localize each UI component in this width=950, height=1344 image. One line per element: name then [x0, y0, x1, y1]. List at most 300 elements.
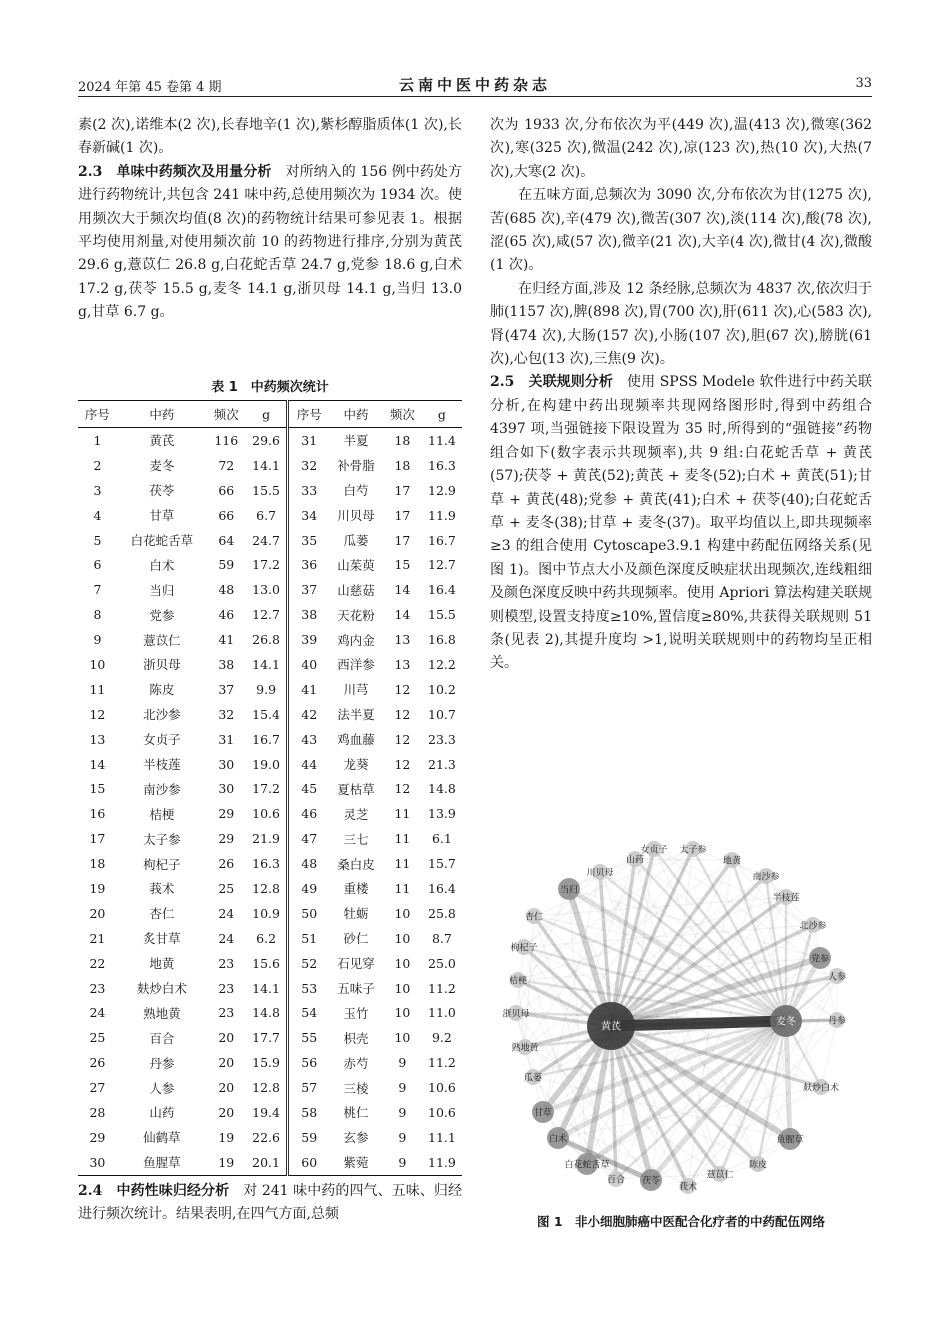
- table-cell: 12.7: [428, 557, 456, 573]
- table-cell: 27: [89, 1080, 106, 1096]
- table-row: [78, 503, 462, 528]
- table-cell: 31: [288, 428, 329, 453]
- table-cell: 10: [394, 905, 411, 921]
- node-label: 地黄: [722, 856, 742, 867]
- left-column: [78, 114, 462, 325]
- table-cell: 2: [93, 457, 102, 473]
- table-cell: 14.8: [428, 781, 456, 797]
- table-cell: 46: [218, 607, 235, 623]
- table-cell: 21: [89, 930, 106, 946]
- table-cell: 11.0: [428, 1005, 456, 1021]
- table-cell: 29.6: [252, 432, 280, 448]
- table-cell: 29: [218, 831, 235, 847]
- table-cell: 14: [394, 607, 411, 623]
- table-cell: 党参: [149, 607, 175, 623]
- table-row: [78, 428, 462, 453]
- table-cell: 14.8: [252, 1005, 280, 1021]
- table-cell: 女贞子: [143, 732, 181, 748]
- table-cell: 11: [394, 856, 411, 872]
- table-cell: 38: [218, 656, 235, 672]
- table-cell: 15.5: [252, 482, 280, 498]
- page-header: [78, 74, 872, 97]
- table-cell: 14: [394, 582, 411, 598]
- table-cell: 川芎: [343, 682, 369, 698]
- table-cell: 14.1: [252, 457, 280, 473]
- table-cell: 山茱萸: [337, 557, 375, 573]
- table-cell: 9.2: [431, 1030, 452, 1046]
- table-cell: 17: [394, 482, 411, 498]
- table-cell: 24: [218, 905, 235, 921]
- table-cell: 薏苡仁: [143, 632, 181, 648]
- table-cell: 13.0: [252, 582, 280, 598]
- table-cell: 21.3: [428, 756, 456, 772]
- node-label: 半枝莲: [772, 893, 800, 904]
- paragraph-continued: 素(2 次),诺维本(2 次),长春地辛(1 次),紫杉醇脂质体(1 次),长春新碱(1 次)。: [78, 117, 462, 157]
- table-cell: 9.9: [256, 681, 277, 697]
- table-row: [78, 926, 462, 951]
- table-cell: 川贝母: [337, 508, 375, 524]
- table-cell: 25.8: [428, 905, 456, 921]
- table-cell: 15.5: [428, 607, 456, 623]
- table-cell: 黄芪: [149, 433, 175, 449]
- table-cell: 15: [89, 781, 106, 797]
- table-cell: 26: [89, 1055, 106, 1071]
- table-cell: 10: [394, 955, 411, 971]
- table-cell: 16.3: [252, 856, 280, 872]
- node-label: 鱼腥草: [776, 1135, 804, 1146]
- table-cell: 1: [93, 432, 102, 448]
- table-cell: 枳壳: [343, 1030, 369, 1046]
- table-cell: 17.2: [252, 557, 280, 573]
- table-cell: 17.2: [252, 781, 280, 797]
- table-cell: 20: [218, 1104, 235, 1120]
- table-cell: 8: [93, 607, 102, 623]
- table-cell: 36: [288, 552, 329, 577]
- paragraph-four-qi: 次为 1933 次,分布依次为平(449 次),温(413 次),微寒(362 次),寒(325 次),微温(242 次),凉(123 次),热(10 次),大热(7 次),大寒(2 次)。: [490, 117, 872, 180]
- table-cell: 18: [394, 432, 411, 448]
- table-cell: 陈皮: [149, 682, 175, 698]
- table-cell: 23.3: [428, 731, 456, 747]
- table-cell: 6: [93, 557, 102, 573]
- node-label: 桔梗: [508, 976, 528, 987]
- table-cell: 半枝莲: [143, 757, 181, 773]
- node-label: 陈皮: [748, 1160, 768, 1171]
- table-cell: 23: [218, 1005, 235, 1021]
- table-cell: 52: [288, 951, 329, 976]
- table-cell: 10: [394, 930, 411, 946]
- table-cell: 20: [218, 1030, 235, 1046]
- herb-network-figure: [490, 834, 872, 1204]
- table-cell: 15: [394, 557, 411, 573]
- table-cell: 13: [394, 632, 411, 648]
- table-row: [78, 1150, 462, 1175]
- table-row: [78, 901, 462, 926]
- table-cell: 茯苓: [149, 483, 175, 499]
- table-cell: 莪术: [149, 881, 175, 897]
- table-cell: 丹参: [149, 1055, 175, 1071]
- section-title: 2.5 关联规则分析: [490, 374, 613, 391]
- node-label: 浙贝母: [502, 1009, 530, 1020]
- table-cell: 54: [288, 1000, 329, 1025]
- table-cell: 30: [218, 781, 235, 797]
- table-cell: 19: [89, 880, 106, 896]
- table-row: [78, 801, 462, 826]
- table-cell: 60: [288, 1150, 329, 1175]
- table-cell: 29: [89, 1129, 106, 1145]
- network-edge-strong: [611, 1021, 786, 1026]
- table-cell: 20: [218, 1080, 235, 1096]
- table-cell: 9: [383, 1150, 422, 1175]
- table-row: [78, 851, 462, 876]
- table-cell: 12.8: [252, 880, 280, 896]
- table-cell: 17.7: [252, 1030, 280, 1046]
- table-cell: 9: [398, 1055, 407, 1071]
- table-cell: 桃仁: [343, 1105, 369, 1121]
- table-header-cell: g: [422, 401, 462, 428]
- table-cell: 55: [288, 1025, 329, 1050]
- table-cell: 牡蛎: [343, 906, 369, 922]
- table-cell: 西洋参: [337, 657, 375, 673]
- table-cell: 30: [78, 1150, 117, 1175]
- table-cell: 当归: [149, 582, 175, 598]
- table-cell: 51: [288, 926, 329, 951]
- table-row: [78, 826, 462, 851]
- table-cell: 白芍: [343, 483, 369, 499]
- node-label: 薏苡仁: [706, 1170, 734, 1181]
- table-cell: 9: [398, 1104, 407, 1120]
- table-cell: 百合: [149, 1030, 175, 1046]
- table-cell: 17: [89, 831, 106, 847]
- table-cell: 57: [288, 1075, 329, 1100]
- node-label: 丹参: [827, 1016, 847, 1027]
- table-cell: 24: [89, 1005, 106, 1021]
- table-cell: 玉竹: [343, 1005, 369, 1021]
- table-cell: 45: [288, 776, 329, 801]
- table-row: [78, 453, 462, 478]
- table-cell: 14.1: [252, 656, 280, 672]
- table-cell: 12.8: [252, 1080, 280, 1096]
- section-2-5: [490, 371, 872, 675]
- table-header-cell: 序号: [288, 401, 329, 428]
- table-cell: 杏仁: [149, 906, 175, 922]
- table-cell: 23: [89, 980, 106, 996]
- node-label: 白花蛇舌草: [564, 1160, 610, 1171]
- network-edge: [635, 859, 732, 860]
- table-cell: 24: [218, 930, 235, 946]
- table-cell: 13: [394, 656, 411, 672]
- section-2-4: [78, 1180, 462, 1227]
- table-cell: 42: [288, 702, 329, 727]
- table-cell: 10.2: [428, 681, 456, 697]
- table-cell: 12.2: [428, 656, 456, 672]
- table-cell: 32: [218, 706, 235, 722]
- table-row: [78, 1100, 462, 1125]
- table-cell: 10.6: [428, 1080, 456, 1096]
- table-cell: 枸杞子: [143, 856, 181, 872]
- table-cell: 37: [218, 681, 235, 697]
- table-cell: 26: [218, 856, 235, 872]
- herb-frequency-table: [78, 400, 462, 1176]
- table-cell: 20.1: [246, 1150, 288, 1175]
- table-cell: 天花粉: [337, 607, 375, 623]
- table-cell: 22.6: [252, 1129, 280, 1145]
- figure-caption: 图 1 非小细胞肺癌中医配合化疗者的中药配伍网络: [536, 1214, 826, 1229]
- table-cell: 五味子: [337, 981, 375, 997]
- section-body: 对所纳入的 156 例中药处方进行药物统计,共包含 241 味中药,总使用频次为 1934 次。使用频次大于频次均值(8 次)的药物统计结果可参见表 1。根据平均使用剂量,对使用频次前 10 的药物进行排序,分别为黄芪 29.6 g,薏苡仁 26.8 g,白花蛇舌草 24.7 g,党参 18.6 g,白术 17.2 g,茯苓 15.5 g,麦冬 14.1 g,浙贝母 14.1 g,当归 13.0 g,甘草 6.7 g。: [78, 163, 462, 321]
- node-label: 莪术: [678, 1182, 698, 1193]
- table-row: [78, 552, 462, 577]
- table-header-cell: 中药: [117, 401, 207, 428]
- table-cell: 三棱: [343, 1080, 369, 1096]
- table-row: [78, 602, 462, 627]
- table-cell: 12: [394, 706, 411, 722]
- table-cell: 23: [218, 955, 235, 971]
- table-cell: 8.7: [431, 930, 452, 946]
- table-row: [78, 727, 462, 752]
- table-cell: 灵芝: [343, 806, 369, 822]
- table-cell: 12.7: [252, 607, 280, 623]
- table-cell: 43: [288, 727, 329, 752]
- table-cell: 熟地黄: [143, 1005, 181, 1021]
- node-label: 枸杞子: [510, 943, 538, 954]
- table-cell: 4: [93, 507, 102, 523]
- table-cell: 山慈菇: [337, 582, 375, 598]
- table-cell: 砂仁: [343, 931, 369, 947]
- table-cell: 11: [394, 831, 411, 847]
- table-cell: 37: [288, 577, 329, 602]
- table-cell: 13.9: [428, 806, 456, 822]
- node-label: 川贝母: [586, 868, 614, 879]
- table-cell: 12: [89, 706, 106, 722]
- table-cell: 48: [288, 851, 329, 876]
- node-label: 党参: [810, 954, 830, 965]
- table-cell: 7: [93, 582, 102, 598]
- table-cell: 56: [288, 1050, 329, 1075]
- table-cell: 10.6: [252, 806, 280, 822]
- section-title: 2.4 中药性味归经分析: [78, 1183, 230, 1199]
- table-cell: 鸡血藤: [337, 732, 375, 748]
- table-row: [78, 702, 462, 727]
- table-row: [78, 1025, 462, 1050]
- table-cell: 9: [398, 1129, 407, 1145]
- node-label: 当归: [559, 885, 579, 896]
- table-cell: 仙鹤草: [143, 1130, 181, 1146]
- table-cell: 15.6: [252, 955, 280, 971]
- table-cell: 53: [288, 976, 329, 1001]
- table-cell: 6.7: [256, 507, 277, 523]
- table-cell: 41: [288, 677, 329, 702]
- table-body: [78, 428, 462, 1176]
- node-label: 麦冬: [776, 1016, 796, 1028]
- table-cell: 66: [218, 507, 235, 523]
- node-label: 甘草: [533, 1108, 553, 1119]
- table-cell: 12: [394, 756, 411, 772]
- table-cell: 31: [218, 731, 235, 747]
- table-row: [78, 478, 462, 503]
- table-row: [78, 627, 462, 652]
- node-label: 瓜蒌: [523, 1073, 543, 1084]
- table-cell: 46: [288, 801, 329, 826]
- table-cell: 26.8: [252, 632, 280, 648]
- table-row: [78, 976, 462, 1001]
- table-header-cell: 中药: [329, 401, 383, 428]
- table-header-cell: 频次: [383, 401, 422, 428]
- table-cell: 22: [89, 955, 106, 971]
- table-cell: 紫菀: [329, 1150, 383, 1175]
- table-cell: 半夏: [343, 433, 369, 449]
- paragraph-five-flavors: 在五味方面,总频次为 3090 次,分布依次为甘(1275 次),苦(685 次),辛(479 次),微苦(307 次),淡(114 次),酸(78 次),涩(65 次),咸(57 次),微辛(21 次),大辛(4 次),微甘(4 次),微酸(1 次)。: [490, 187, 872, 274]
- table-cell: 19.0: [252, 756, 280, 772]
- table-cell: 重楼: [343, 881, 369, 897]
- table-cell: 16.4: [428, 582, 456, 598]
- node-label: 太子参: [679, 845, 707, 856]
- table-cell: 38: [288, 602, 329, 627]
- table-cell: 11: [394, 880, 411, 896]
- table-cell: 116: [214, 432, 239, 448]
- table-cell: 法半夏: [337, 707, 375, 723]
- table-cell: 16.7: [252, 731, 280, 747]
- table-header-cell: 频次: [207, 401, 246, 428]
- table-cell: 13: [89, 731, 106, 747]
- table-cell: 33: [288, 478, 329, 503]
- table-cell: 11: [89, 681, 106, 697]
- left-column-bottom: [78, 1180, 462, 1227]
- table-cell: 11.4: [428, 432, 456, 448]
- table-cell: 30: [218, 756, 235, 772]
- table-cell: 11.2: [428, 980, 456, 996]
- table-row: [78, 652, 462, 677]
- table-cell: 58: [288, 1100, 329, 1125]
- table-cell: 23: [218, 980, 235, 996]
- table-cell: 12: [394, 781, 411, 797]
- table-row: [78, 776, 462, 801]
- table-row: [78, 951, 462, 976]
- table-header-row: [78, 401, 462, 428]
- table-cell: 龙葵: [343, 757, 369, 773]
- table-row: [78, 752, 462, 777]
- table-row: [78, 1050, 462, 1075]
- table-cell: 64: [218, 532, 235, 548]
- table-cell: 赤芍: [343, 1055, 369, 1071]
- section-2-3: [78, 161, 462, 325]
- right-column: [490, 114, 872, 676]
- table-cell: 18: [89, 856, 106, 872]
- table-row: [78, 1000, 462, 1025]
- table-cell: 32: [288, 453, 329, 478]
- table-cell: 10: [89, 656, 106, 672]
- table-cell: 白花蛇舌草: [130, 533, 194, 548]
- node-label: 山药: [625, 855, 645, 866]
- page-number: 33: [855, 76, 872, 91]
- table-cell: 桔梗: [149, 806, 175, 822]
- table-cell: 玄参: [343, 1130, 369, 1146]
- table-cell: 11.2: [428, 1055, 456, 1071]
- node-label: 茯苓: [641, 1176, 661, 1187]
- table-cell: 14.1: [252, 980, 280, 996]
- table-cell: 28: [89, 1104, 106, 1120]
- table-row: [78, 577, 462, 602]
- table-cell: 3: [93, 482, 102, 498]
- table-cell: 白术: [149, 557, 175, 573]
- table-cell: 40: [288, 652, 329, 677]
- table-cell: 11: [394, 806, 411, 822]
- table-cell: 15.9: [252, 1055, 280, 1071]
- table-cell: 桑白皮: [337, 856, 375, 872]
- table-cell: 鱼腥草: [117, 1150, 207, 1175]
- table-cell: 21.9: [252, 831, 280, 847]
- table-caption: 表 1 中药频次统计: [211, 380, 329, 395]
- table-cell: 16.7: [428, 532, 456, 548]
- table-cell: 35: [288, 528, 329, 553]
- section-body: 使用 SPSS Modele 软件进行中药关联分析,在构建中药出现频率共现网络图形时,得到中药组合 4397 项,当强链接下限设置为 35 时,所得到的“强链接”药物组合如下(数字表示共现频率),共 9 组:白花蛇舌草 + 黄芪(57);茯苓 + 黄芪(52);黄芪 + 麦冬(52);白术 + 黄芪(51);甘草 + 黄芪(48);党参 + 黄芪(41);白术 + 茯苓(40);白花蛇舌草 + 麦冬(38);甘草 + 麦冬(37)。取平均值以上,即共现频率≥3 的组合使用 Cytoscape3.9.1 构建中药配伍网络关系(见图 1)。图中节点大小及颜色深度反映症状出现频次,连线粗细及颜色深度反映中药共现频率。使用 Apriori 算法构建关联规则模型,设置支持度≥10%,置信度≥80%,共获得关联规则 51 条(见表 2),其提升度均 >1,说明关联规则中的药物均呈正相关。: [490, 374, 872, 672]
- table-cell: 50: [288, 901, 329, 926]
- table-cell: 11.9: [422, 1150, 462, 1175]
- table-cell: 11.9: [428, 507, 456, 523]
- table-cell: 34: [288, 503, 329, 528]
- table-cell: 19: [207, 1150, 246, 1175]
- table-cell: 10.7: [428, 706, 456, 722]
- table-cell: 12: [394, 731, 411, 747]
- table-cell: 夏枯草: [337, 781, 375, 797]
- journal-issue: 2024 年第 45 卷第 4 期: [78, 80, 222, 95]
- table-cell: 25: [218, 880, 235, 896]
- table-cell: 10: [394, 1005, 411, 1021]
- table-cell: 16: [89, 806, 106, 822]
- table-row: [78, 1075, 462, 1100]
- node-label: 麸炒白术: [802, 1083, 840, 1094]
- table-cell: 39: [288, 627, 329, 652]
- node-label: 北沙参: [799, 921, 827, 932]
- section-title: 2.3 单味中药频次及用量分析: [78, 163, 272, 180]
- table-cell: 20: [89, 905, 106, 921]
- table-cell: 三七: [343, 831, 369, 847]
- node-label: 杏仁: [524, 912, 544, 923]
- table-cell: 41: [218, 632, 235, 648]
- table-cell: 19: [218, 1129, 235, 1145]
- table-cell: 17: [394, 507, 411, 523]
- table-cell: 鸡内金: [337, 632, 375, 648]
- paragraph-meridians: 在归经方面,涉及 12 条经脉,总频次为 4837 次,依次归于肺(1157 次),脾(898 次),胃(700 次),肝(611 次),心(583 次),肾(474 次),大肠(157 次),小肠(107 次),胆(67 次),膀胱(61 次),心包(13 次),三焦(9 次)。: [490, 280, 872, 368]
- table-cell: 25: [89, 1030, 106, 1046]
- table-cell: 24.7: [252, 532, 280, 548]
- table-cell: 炙甘草: [143, 931, 181, 947]
- table-cell: 麦冬: [149, 458, 175, 474]
- table-cell: 47: [288, 826, 329, 851]
- table-cell: 18: [394, 457, 411, 473]
- table-cell: 10: [394, 1030, 411, 1046]
- table-cell: 10.9: [252, 905, 280, 921]
- table-cell: 19.4: [252, 1104, 280, 1120]
- table-cell: 石见穿: [337, 956, 375, 972]
- table-cell: 72: [218, 457, 235, 473]
- section-body: 对 241 味中药的四气、五味、归经进行频次统计。结果表明,在四气方面,总频: [78, 1183, 463, 1223]
- table-cell: 9: [93, 632, 102, 648]
- table-cell: 11.1: [428, 1129, 456, 1145]
- table-cell: 地黄: [149, 956, 175, 972]
- table-cell: 48: [218, 582, 235, 598]
- node-label: 人参: [827, 972, 847, 983]
- table-cell: 14: [89, 756, 106, 772]
- node-label: 白术: [548, 1134, 568, 1145]
- table-cell: 12.9: [428, 482, 456, 498]
- table-cell: 15.4: [252, 706, 280, 722]
- table-cell: 66: [218, 482, 235, 498]
- node-label: 熟地黄: [511, 1043, 539, 1054]
- table-cell: 10.6: [428, 1104, 456, 1120]
- table-cell: 16.8: [428, 632, 456, 648]
- table-cell: 16.3: [428, 457, 456, 473]
- table-cell: 49: [288, 876, 329, 901]
